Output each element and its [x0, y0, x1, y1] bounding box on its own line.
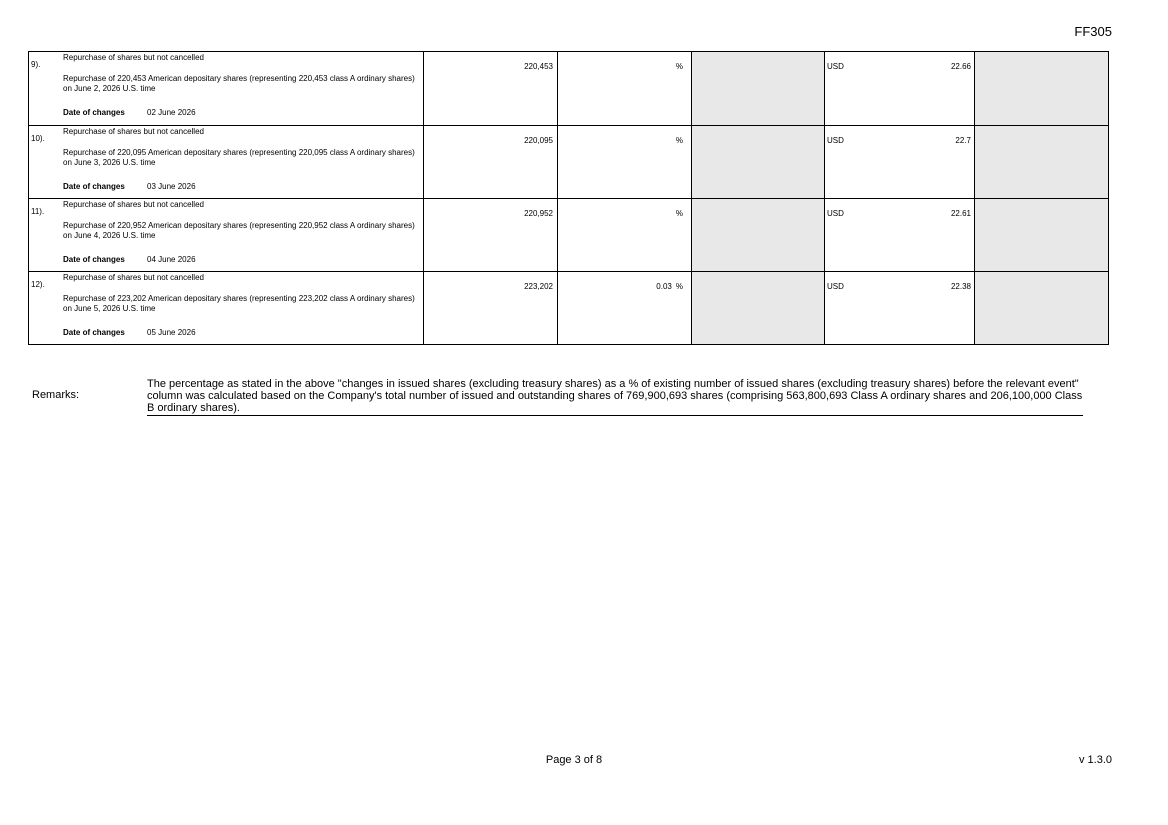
shares-value: 223,202: [524, 282, 553, 291]
percentage-cell: [557, 52, 691, 125]
price-value: 22.66: [950, 62, 971, 71]
shares-cell: [423, 199, 557, 271]
shaded-cell: [691, 272, 824, 344]
shares-value: 220,095: [524, 136, 553, 145]
date-of-changes: [63, 255, 196, 264]
price-value: 22.7: [955, 136, 971, 145]
currency-label: USD: [827, 136, 844, 145]
shaded-cell: [691, 126, 824, 198]
shares-cell: [423, 52, 557, 125]
shaded-cell: [691, 199, 824, 271]
percentage-value: [656, 282, 683, 291]
form-code: FF305: [1074, 24, 1112, 39]
date-value: 05 June 2026: [147, 328, 196, 337]
price-value: 22.61: [950, 209, 971, 218]
date-of-changes: [63, 182, 196, 191]
event-detail: Repurchase of 223,202 American depositary shares (representing 223,202 class A ordinary shares) on June 5, 2026 U.S. time: [63, 294, 415, 313]
percentage-number: 0.03: [656, 282, 672, 291]
price-cell: [824, 199, 974, 271]
table-row: [29, 198, 1108, 271]
event-detail: Repurchase of 220,952 American depositary shares (representing 220,952 class A ordinary shares) on June 4, 2026 U.S. time: [63, 221, 415, 240]
percentage-cell: [557, 272, 691, 344]
table-row: [29, 125, 1108, 198]
event-type: Repurchase of shares but not cancelled: [63, 127, 204, 136]
row-index: 10).: [31, 134, 45, 143]
form-version: v 1.3.0: [1078, 754, 1112, 766]
date-of-changes: [63, 108, 196, 117]
date-value: 02 June 2026: [147, 108, 196, 117]
remarks-text: The percentage as stated in the above "changes in issued shares (excluding treasury shares) as a % of existing number of issued shares (excluding treasury shares) before the relevant event" column was calculated based on the Company's total number of issued and outstanding shares of 769,900,693 shares (comprising 563,800,693 Class A ordinary shares and 206,100,000 Class B ordinary shares).: [147, 378, 1083, 414]
date-label: Date of changes: [63, 255, 125, 264]
shares-value: 220,952: [524, 209, 553, 218]
percent-sign: %: [675, 62, 683, 71]
percent-sign: %: [675, 209, 683, 218]
row-index: 9).: [31, 60, 41, 69]
event-type: Repurchase of shares but not cancelled: [63, 273, 204, 282]
price-value: 22.38: [950, 282, 971, 291]
percentage-value: [672, 209, 683, 218]
price-cell: [824, 272, 974, 344]
shaded-cell: [691, 52, 824, 125]
date-label: Date of changes: [63, 182, 125, 191]
remarks-label: Remarks:: [32, 389, 80, 401]
percentage-cell: [557, 199, 691, 271]
description-cell: [29, 272, 423, 344]
page-number: Page 3 of 8: [545, 754, 603, 766]
event-detail: Repurchase of 220,095 American depositary shares (representing 220,095 class A ordinary shares) on June 3, 2026 U.S. time: [63, 148, 415, 167]
row-index: 12).: [31, 280, 45, 289]
table-row: [29, 271, 1108, 344]
event-type: Repurchase of shares but not cancelled: [63, 200, 204, 209]
shaded-cell: [974, 126, 1108, 198]
event-detail: Repurchase of 220,453 American depositary shares (representing 220,453 class A ordinary shares) on June 2, 2026 U.S. time: [63, 74, 415, 93]
description-cell: [29, 126, 423, 198]
currency-label: USD: [827, 62, 844, 71]
shares-cell: [423, 126, 557, 198]
description-cell: [29, 199, 423, 271]
date-label: Date of changes: [63, 108, 125, 117]
date-value: 04 June 2026: [147, 255, 196, 264]
price-cell: [824, 52, 974, 125]
table-row: [29, 52, 1108, 125]
shaded-cell: [974, 199, 1108, 271]
currency-label: USD: [827, 209, 844, 218]
date-of-changes: [63, 328, 196, 337]
percent-sign: %: [675, 282, 683, 291]
shares-value: 220,453: [524, 62, 553, 71]
share-changes-table: [28, 51, 1109, 345]
description-cell: [29, 52, 423, 125]
shaded-cell: [974, 52, 1108, 125]
shares-cell: [423, 272, 557, 344]
percentage-value: [672, 136, 683, 145]
price-cell: [824, 126, 974, 198]
shaded-cell: [974, 272, 1108, 344]
percentage-cell: [557, 126, 691, 198]
percent-sign: %: [675, 136, 683, 145]
date-value: 03 June 2026: [147, 182, 196, 191]
row-index: 11).: [31, 207, 45, 216]
currency-label: USD: [827, 282, 844, 291]
date-label: Date of changes: [63, 328, 125, 337]
percentage-value: [672, 62, 683, 71]
event-type: Repurchase of shares but not cancelled: [63, 53, 204, 62]
